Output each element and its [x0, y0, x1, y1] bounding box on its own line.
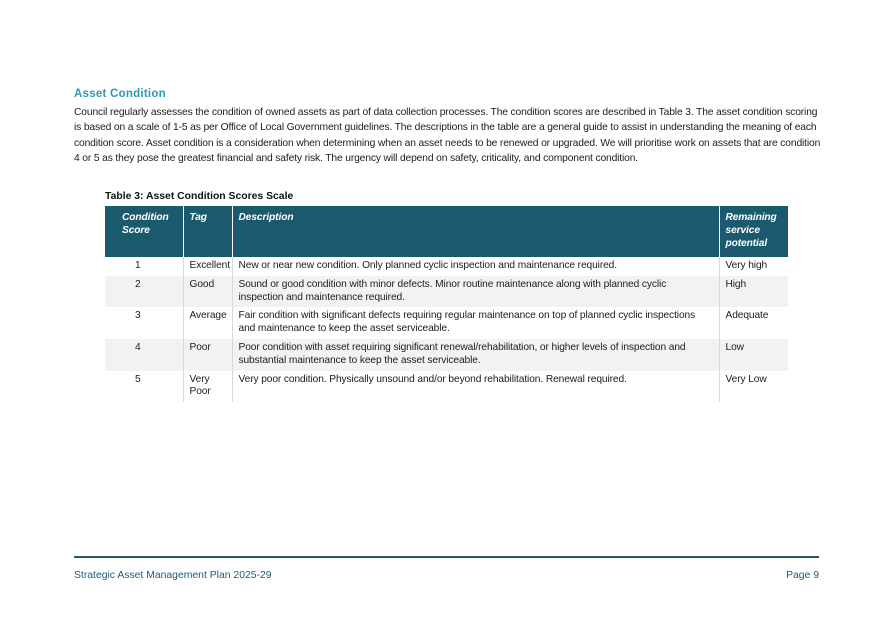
footer-rule [74, 556, 819, 558]
table-row [105, 276, 788, 308]
header-condition-score: Condition Score [105, 206, 183, 257]
footer-document-title: Strategic Asset Management Plan 2025-29 [74, 570, 272, 581]
cell-remaining: Very Low [719, 371, 788, 403]
cell-tag: Good [183, 276, 232, 308]
cell-description: Fair condition with significant defects requiring regular maintenance on top of planned cyclic inspections and maintenance to keep the asset serviceable. [232, 307, 719, 339]
header-tag: Tag [183, 206, 232, 257]
section-heading: Asset Condition [74, 88, 166, 100]
header-remaining-service-potential: Remaining service potential [719, 206, 788, 257]
table-caption: Table 3: Asset Condition Scores Scale [105, 191, 294, 202]
body-paragraph: Council regularly assesses the condition of owned assets as part of data collection processes. The condition scores are described in Table 3. The asset condition scoring is based on a scale of 1-5 as per Office of Local Government guidelines. The descriptions in the table are a general guide to assist in understanding the meaning of each condition score. Asset condition is a consideration when determining when an asset needs to be renewed or upgraded. We will prioritise work on assets that are condition 4 or 5 as they pose the greatest financial and safety risk. The urgency will depend on safety, criticality, and component condition. [74, 107, 821, 164]
cell-remaining: Very high [719, 257, 788, 276]
cell-description: Very poor condition. Physically unsound and/or beyond rehabilitation. Renewal required. [232, 371, 719, 403]
cell-score: 5 [135, 373, 141, 385]
table-row [105, 257, 788, 276]
table-row [105, 339, 788, 371]
cell-remaining: Low [719, 339, 788, 371]
cell-description: Poor condition with asset requiring significant renewal/rehabilitation, or higher levels of inspection and substantial maintenance to keep the asset serviceable. [232, 339, 719, 371]
cell-tag: Very Poor [183, 371, 232, 403]
cell-tag: Poor [183, 339, 232, 371]
table-row [105, 307, 788, 339]
cell-description: Sound or good condition with minor defects. Minor routine maintenance along with planned cyclic inspection and maintenance required. [232, 276, 719, 308]
table-row [105, 371, 788, 403]
table-header-row [105, 206, 788, 257]
page-footer [74, 570, 819, 581]
cell-tag: Excellent [183, 257, 232, 276]
footer-page-number: Page 9 [786, 570, 819, 581]
condition-scores-table [105, 206, 788, 402]
cell-score: 4 [105, 339, 183, 371]
cell-tag: Average [183, 307, 232, 339]
cell-score: 3 [135, 310, 141, 322]
cell-remaining: High [719, 276, 788, 308]
table-body [105, 257, 788, 402]
header-description: Description [232, 206, 719, 257]
cell-score: 1 [135, 260, 141, 271]
cell-remaining: Adequate [719, 307, 788, 339]
cell-score: 2 [105, 276, 183, 308]
cell-description: New or near new condition. Only planned cyclic inspection and maintenance required. [232, 257, 719, 276]
